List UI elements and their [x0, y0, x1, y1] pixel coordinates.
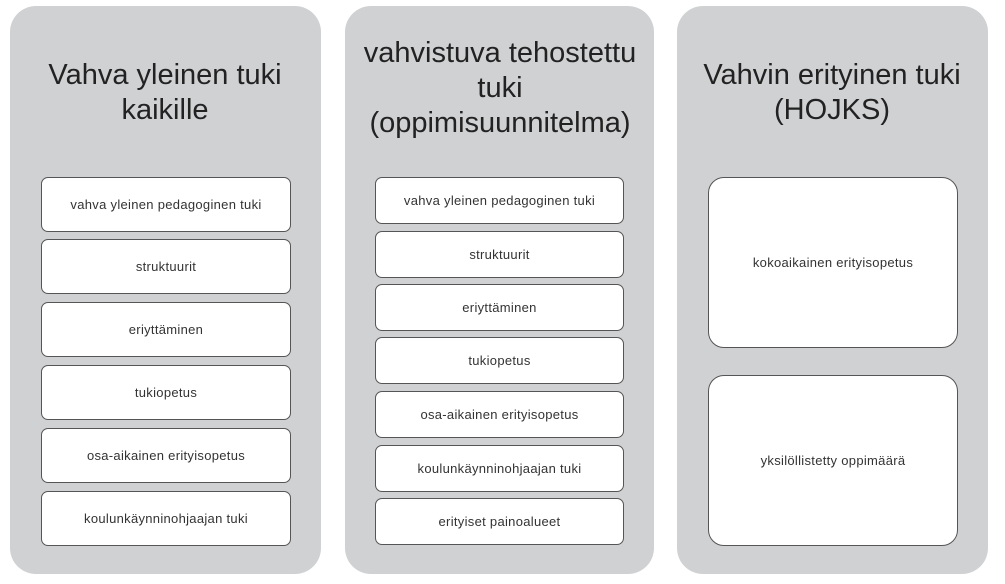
support-level-intensified [345, 6, 654, 574]
list-item: struktuurit [41, 239, 291, 294]
list-item: kokoaikainen erityisopetus [708, 177, 958, 348]
support-level-general [10, 6, 321, 574]
list-item: yksilöllistetty oppimäärä [708, 375, 958, 546]
column-title: Vahvin erityinen tuki (HOJKS) [703, 59, 961, 126]
list-item: koulunkäynninohjaajan tuki [375, 445, 624, 492]
list-item: koulunkäynninohjaajan tuki [41, 491, 291, 546]
list-item: osa-aikainen erityisopetus [41, 428, 291, 483]
list-item: vahva yleinen pedagoginen tuki [41, 177, 291, 232]
list-item: osa-aikainen erityisopetus [375, 391, 624, 438]
item-list [677, 6, 988, 574]
column-title: vahvistuva tehostettu tuki (oppimisuunnitelma) [363, 37, 637, 139]
support-level-special [677, 6, 988, 574]
list-item: tukiopetus [375, 337, 624, 384]
item-list [10, 6, 321, 574]
list-item: tukiopetus [41, 365, 291, 420]
list-item: erityiset painoalueet [375, 498, 624, 545]
list-item: struktuurit [375, 231, 624, 278]
list-item: eriyttäminen [41, 302, 291, 357]
item-list [345, 6, 654, 574]
column-title: Vahva yleinen tuki kaikille [48, 59, 282, 126]
list-item: vahva yleinen pedagoginen tuki [375, 177, 624, 224]
list-item: eriyttäminen [375, 284, 624, 331]
